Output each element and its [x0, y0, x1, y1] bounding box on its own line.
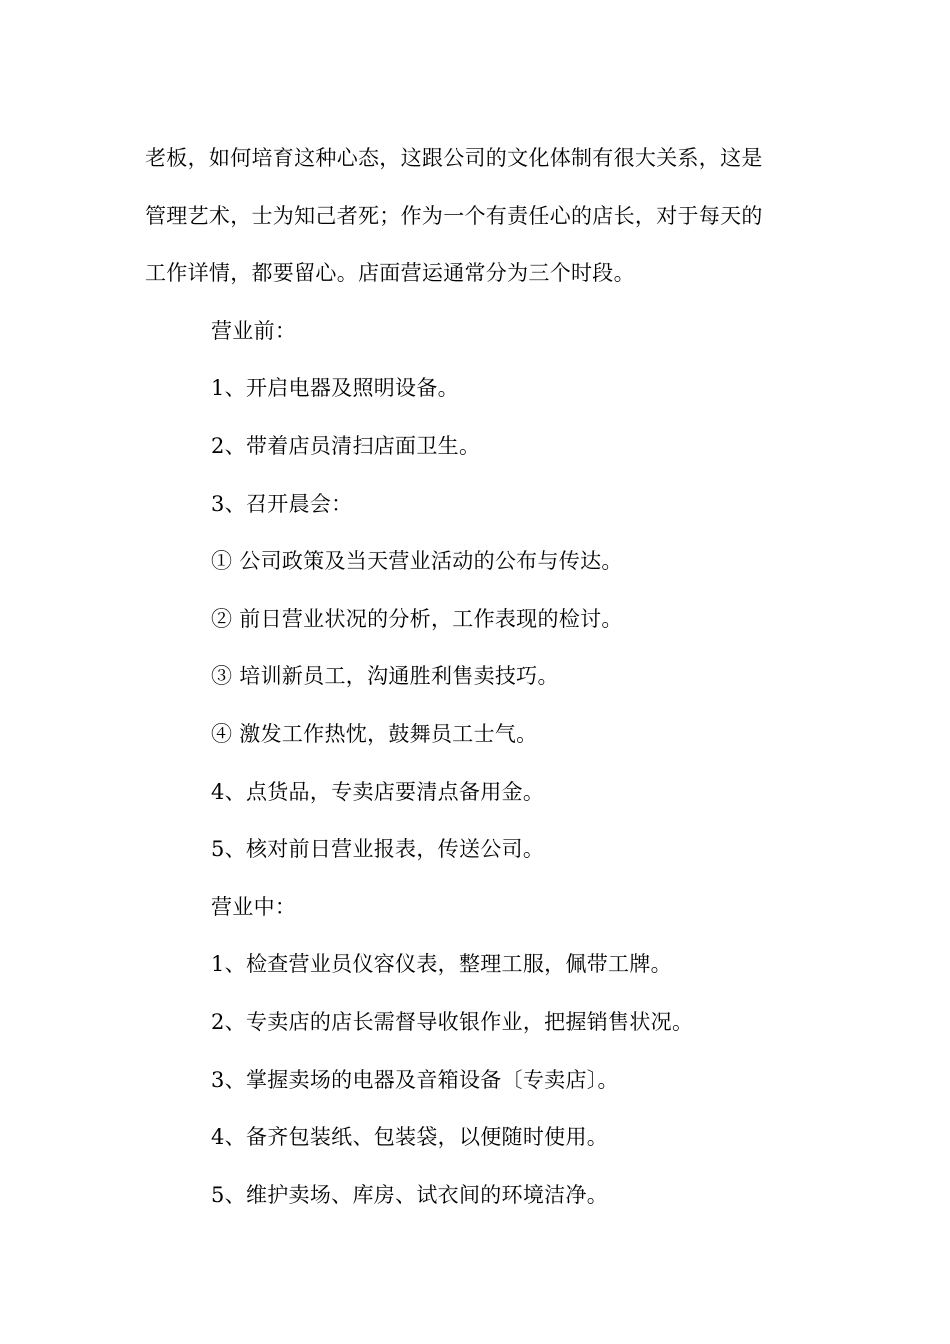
- list-item: 2、专卖店的店长需督导收银作业，把握销售状况。: [211, 1009, 694, 1034]
- list-item: 5、核对前日营业报表，传送公司。: [211, 837, 545, 862]
- sub-list-item: ① 公司政策及当天营业活动的公布与传达。: [211, 549, 623, 574]
- intro-line-2: 管理艺术，士为知己者死；作为一个有责任心的店长，对于每天的: [145, 203, 763, 228]
- section-heading-before-business: 营业前：: [211, 318, 297, 343]
- list-item: 3、掌握卖场的电器及音箱设备〔专卖店〕。: [211, 1067, 619, 1092]
- sub-list-item: ③ 培训新员工，沟通胜利售卖技巧。: [211, 664, 559, 689]
- list-item: 4、点货品，专卖店要清点备用金。: [211, 779, 545, 804]
- list-item: 1、开启电器及照明设备。: [211, 376, 459, 401]
- sub-list-item: ② 前日营业状况的分析，工作表现的检讨。: [211, 606, 623, 631]
- sub-list-item: ④ 激发工作热忱，鼓舞员工士气。: [211, 721, 538, 746]
- list-item: 1、检查营业员仪容仪表，整理工服，佩带工牌。: [211, 952, 672, 977]
- list-item: 4、备齐包装纸、包装袋，以便随时使用。: [211, 1125, 609, 1150]
- intro-line-1: 老板，如何培育这种心态，这跟公司的文化体制有很大关系，这是: [145, 146, 763, 170]
- section-heading-during-business: 营业中：: [211, 894, 297, 919]
- list-item: 5、维护卖场、库房、试衣间的环境洁净。: [211, 1182, 609, 1207]
- document-body: [145, 130, 810, 1224]
- intro-line-3: 工作详情，都要留心。店面营运通常分为三个时段。: [145, 261, 635, 286]
- list-item: 2、带着店员清扫店面卫生。: [211, 433, 481, 458]
- list-item: 3、召开晨会：: [211, 491, 353, 516]
